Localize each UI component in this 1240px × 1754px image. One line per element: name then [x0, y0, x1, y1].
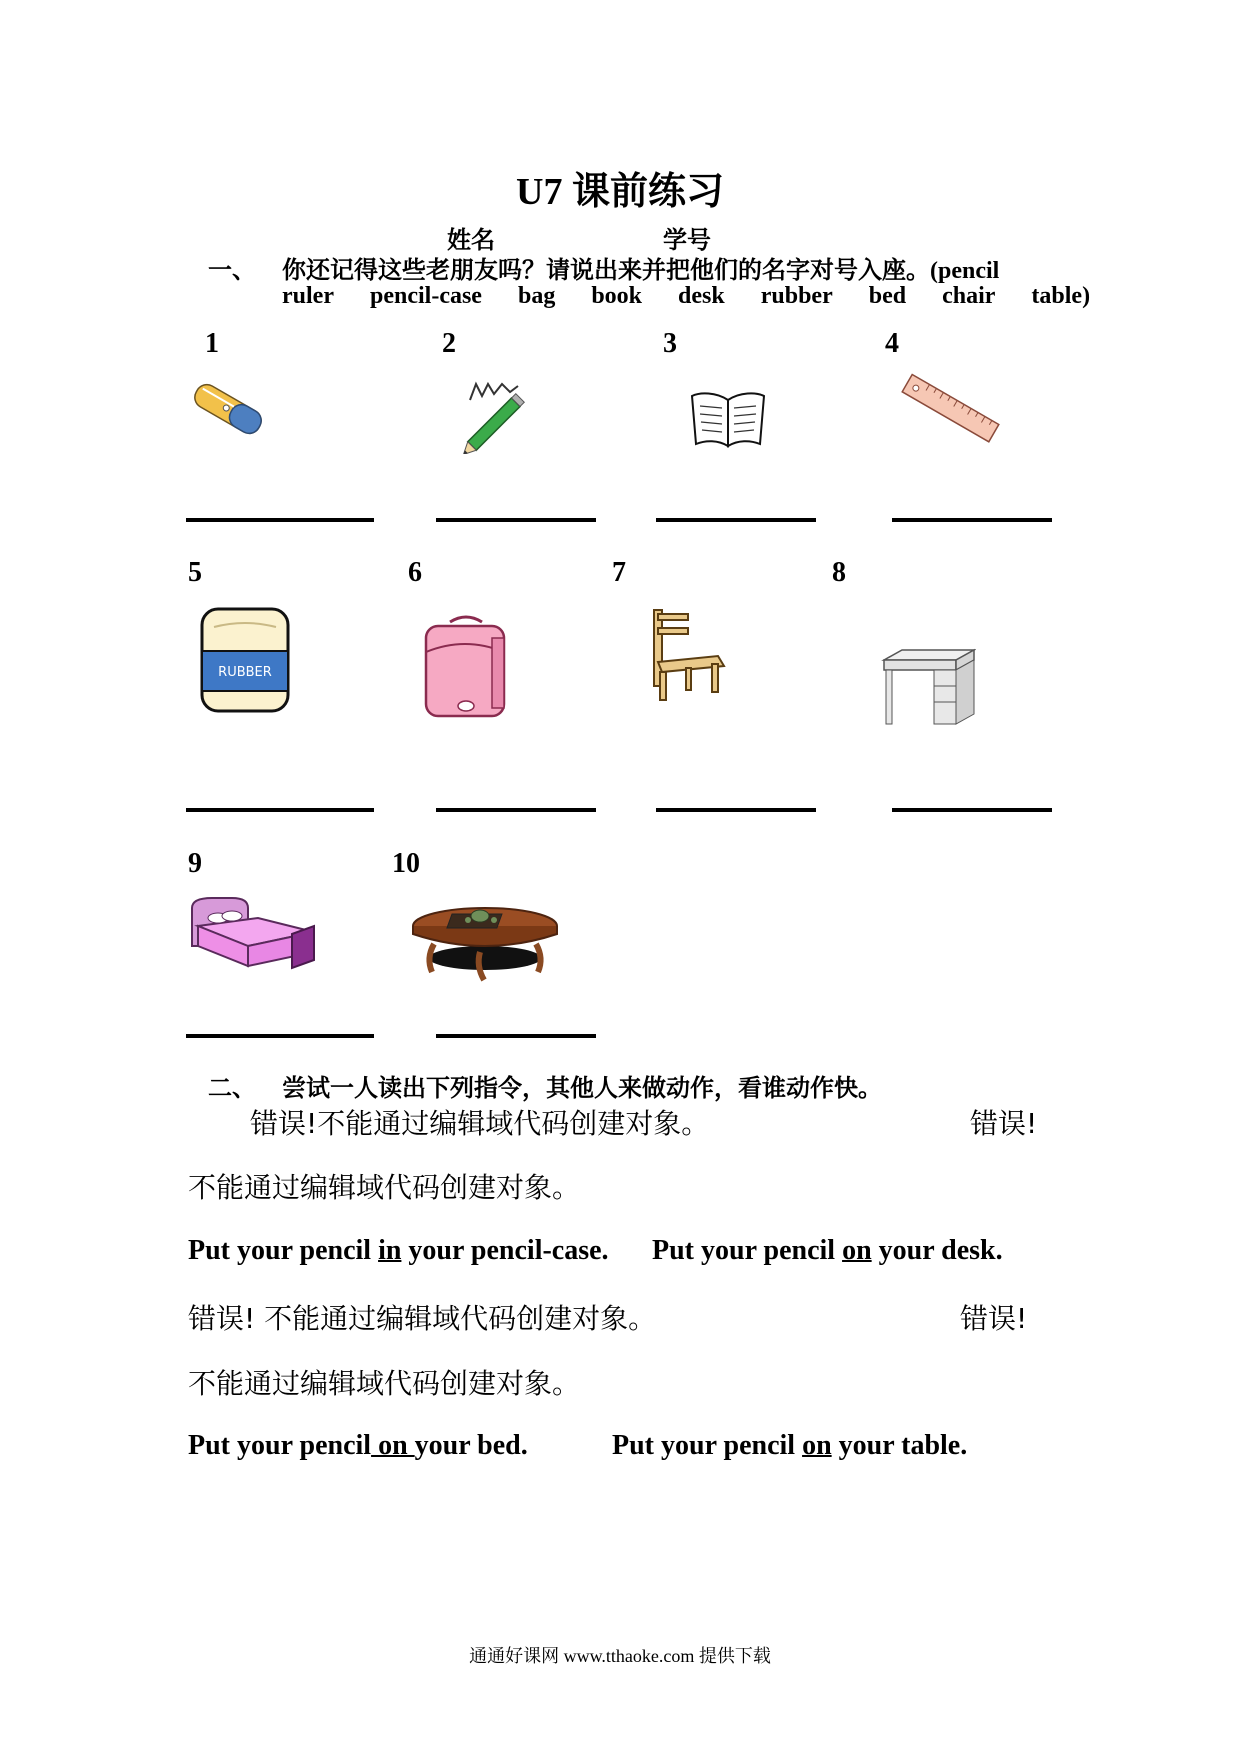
item-number: 6: [408, 557, 422, 588]
word-bank-item: desk: [678, 283, 725, 309]
answer-line[interactable]: [186, 808, 374, 812]
page-title: U7 课前练习: [516, 171, 724, 213]
section1-number: 一、: [208, 258, 256, 284]
instruction-sentence: Put your pencil on your table.: [612, 1430, 968, 1461]
answer-line[interactable]: [656, 808, 816, 812]
preposition: on: [802, 1430, 832, 1461]
instruction-sentence: Put your pencil on your bed.: [188, 1430, 528, 1461]
answer-line[interactable]: [892, 808, 1052, 812]
rubber-label: RUBBER: [218, 665, 272, 680]
ruler-icon: [898, 372, 1002, 446]
item-number: 3: [663, 328, 677, 359]
section2-instruction: 尝试一人读出下列指令，其他人来做动作，看谁动作快。: [282, 1076, 882, 1102]
error-text: 不能通过编辑域代码创建对象。: [188, 1171, 581, 1204]
word-bank: [282, 283, 1120, 310]
answer-line[interactable]: [186, 518, 374, 522]
item-number: 5: [188, 557, 202, 588]
error-text: 错误!: [960, 1302, 1028, 1335]
word-bank-item: pencil-case: [369, 283, 482, 309]
pencil-icon: [458, 378, 536, 454]
table-icon: [410, 892, 560, 988]
answer-line[interactable]: [892, 518, 1052, 522]
item-number: 2: [442, 328, 456, 359]
item-number: 1: [205, 328, 219, 359]
item-number: 10: [392, 848, 420, 879]
word-bank-item: bed: [868, 283, 907, 309]
preposition: on: [371, 1430, 415, 1461]
word-bank-item: chair: [942, 283, 996, 309]
desk-icon: [880, 648, 976, 728]
section2-number: 二、: [208, 1076, 256, 1102]
word-bank-item: bag: [517, 283, 556, 309]
answer-line[interactable]: [656, 518, 816, 522]
instruction-sentence: Put your pencil in your pencil-case.: [188, 1235, 609, 1266]
footer: 通通好课网 www.tthaoke.com 提供下载: [469, 1646, 771, 1666]
answer-line[interactable]: [436, 808, 596, 812]
name-label: 姓名: [447, 228, 495, 254]
word-bank-item: book: [591, 283, 643, 309]
bag-icon: [420, 612, 512, 720]
item-number: 7: [612, 557, 626, 588]
item-number: 8: [832, 557, 846, 588]
item-number: 9: [188, 848, 202, 879]
error-text: 不能通过编辑域代码创建对象。: [188, 1367, 581, 1400]
book-icon: [688, 386, 768, 452]
answer-line[interactable]: [186, 1034, 374, 1038]
preposition: on: [842, 1235, 872, 1266]
answer-line[interactable]: [436, 518, 596, 522]
error-text: 错误!: [970, 1107, 1038, 1140]
error-text: 错误!不能通过编辑域代码创建对象。: [250, 1107, 710, 1140]
section1-instruction: 你还记得这些老朋友吗？请说出来并把他们的名字对号入座。(pencil: [282, 258, 1000, 284]
word-bank-item: table): [1031, 283, 1091, 309]
rubber-icon: [200, 607, 290, 713]
student-id-label: 学号: [663, 228, 711, 254]
preposition: in: [378, 1235, 402, 1266]
pencil-case-icon: [188, 378, 268, 440]
instruction-sentence: Put your pencil on your desk.: [652, 1235, 1003, 1266]
item-number: 4: [885, 328, 899, 359]
word-bank-item: rubber: [760, 283, 833, 309]
answer-line[interactable]: [436, 1034, 596, 1038]
bed-icon: [188, 896, 318, 978]
error-text: 错误! 不能通过编辑域代码创建对象。: [188, 1302, 657, 1335]
chair-icon: [640, 606, 726, 706]
word-bank-item: ruler: [282, 283, 334, 309]
